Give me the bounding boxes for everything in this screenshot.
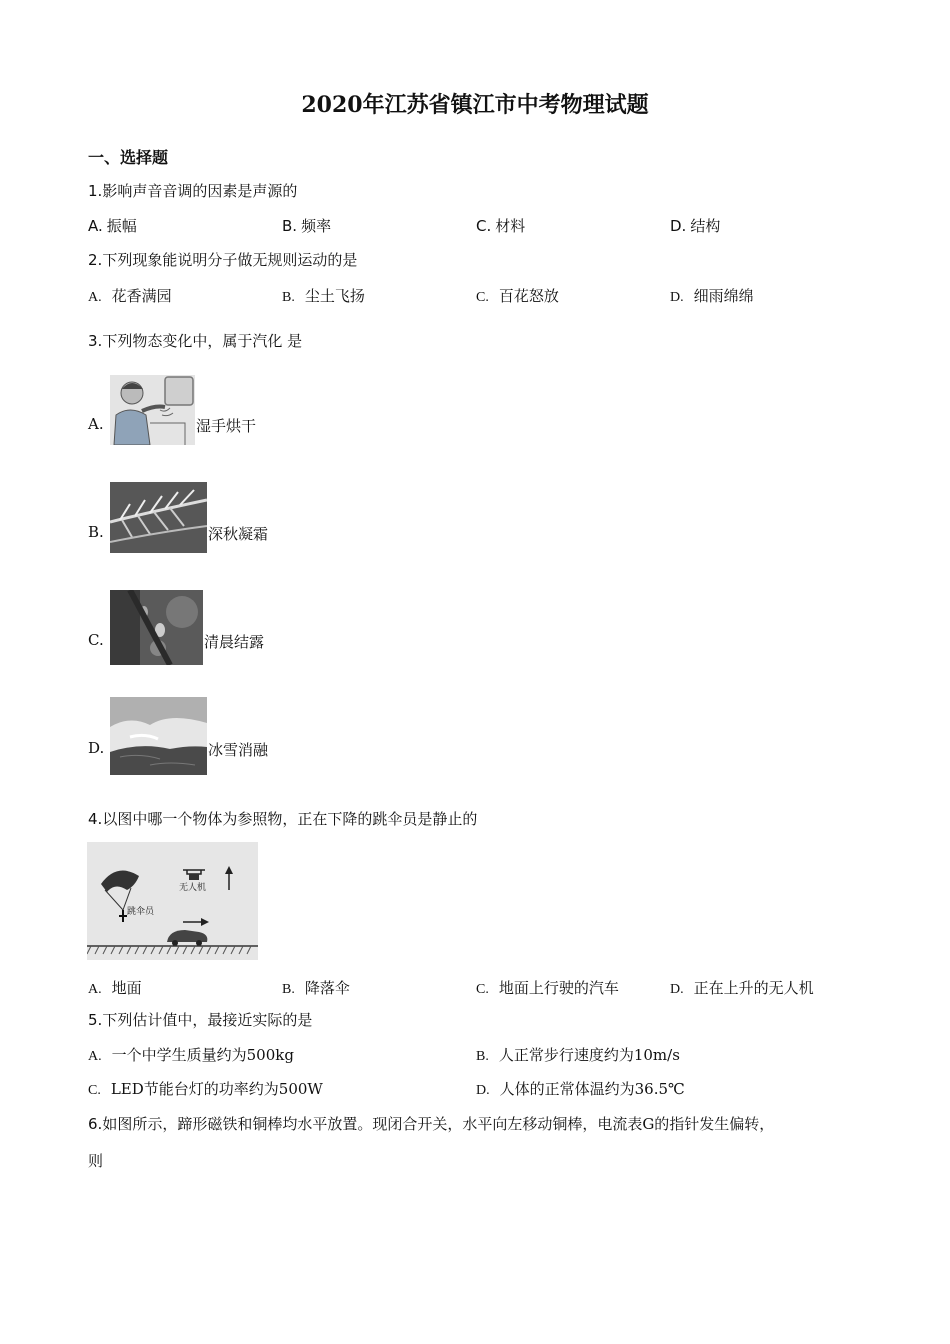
q2-option-b bbox=[282, 285, 365, 306]
page-title: 2020年江苏省镇江市中考物理试题 bbox=[301, 92, 649, 118]
option-label: C. bbox=[476, 982, 489, 997]
option-text: 人体的正常体温约为36.5℃ bbox=[499, 1080, 685, 1098]
q1-option-b bbox=[282, 215, 331, 236]
question-1 bbox=[88, 180, 297, 201]
q1-option-c bbox=[476, 215, 525, 236]
question-number: 5. bbox=[88, 1011, 103, 1029]
option-label: C. bbox=[88, 1083, 101, 1098]
q3-option-d-label: D. bbox=[88, 739, 105, 757]
melting-snow-photo bbox=[110, 697, 207, 775]
option-text: 一个中学生质量约为500kg bbox=[111, 1046, 294, 1064]
question-2 bbox=[88, 249, 357, 270]
option-label: A. bbox=[88, 982, 102, 997]
q3-option-d-text: 冰雪消融 bbox=[208, 741, 269, 759]
option-label: D. bbox=[670, 982, 684, 997]
parachutist-label: 跳伞员 bbox=[127, 907, 155, 917]
option-text: 人正常步行速度约为10m/s bbox=[498, 1046, 680, 1064]
q3-option-a-text: 湿手烘干 bbox=[196, 417, 257, 435]
option-label: D. bbox=[670, 217, 687, 235]
q5-option-b bbox=[476, 1044, 680, 1065]
option-text: 尘土飞扬 bbox=[304, 287, 365, 305]
option-text: 频率 bbox=[301, 217, 332, 235]
section-heading: 一、选择题 bbox=[88, 148, 169, 167]
option-label: A. bbox=[88, 217, 103, 235]
option-label: B. bbox=[282, 290, 295, 305]
option-label: B. bbox=[282, 982, 295, 997]
option-text: 百花怒放 bbox=[498, 287, 559, 305]
q1-option-d bbox=[670, 215, 720, 236]
q3-option-c-label: C. bbox=[88, 631, 104, 649]
question-6-continued: 则 bbox=[88, 1152, 104, 1170]
q3-option-b-label: B. bbox=[88, 523, 104, 541]
q5-option-c bbox=[88, 1078, 323, 1099]
q1-option-a bbox=[88, 215, 137, 236]
option-text: 降落伞 bbox=[304, 979, 350, 997]
question-5 bbox=[88, 1009, 312, 1030]
q2-option-c bbox=[476, 285, 559, 306]
q4-option-b bbox=[282, 977, 350, 998]
option-text: 地面上行驶的汽车 bbox=[498, 979, 619, 997]
q3-option-a-label: A. bbox=[88, 415, 104, 433]
question-text: 以图中哪一个物体为参照物，正在下降的跳伞员是静止的 bbox=[102, 810, 478, 828]
question-3 bbox=[88, 330, 302, 351]
question-text: 下列估计值中，最接近实际的是 bbox=[102, 1011, 313, 1029]
parachute-figure bbox=[87, 842, 258, 960]
option-text: 正在上升的无人机 bbox=[693, 979, 814, 997]
q5-option-d bbox=[476, 1078, 685, 1099]
q5-option-a bbox=[88, 1044, 294, 1065]
option-text: 地面 bbox=[111, 979, 142, 997]
option-label: B. bbox=[282, 217, 298, 235]
question-number: 4. bbox=[88, 810, 103, 828]
option-label: D. bbox=[476, 1083, 490, 1098]
option-label: A. bbox=[88, 1049, 102, 1064]
question-text: 下列现象能说明分子做无规则运动的是 bbox=[102, 251, 358, 269]
question-number: 1. bbox=[88, 182, 103, 200]
question-text: 影响声音音调的因素是声源的 bbox=[102, 182, 298, 200]
q4-option-d bbox=[670, 977, 814, 998]
hand-dryer-photo bbox=[110, 375, 195, 445]
option-text: 结构 bbox=[690, 217, 721, 235]
question-text: 下列物态变化中，属于汽化 是 bbox=[102, 332, 303, 350]
question-text: 如图所示，蹄形磁铁和铜棒均水平放置。现闭合开关，水平向左移动铜棒，电流表G的指针发生偏转， bbox=[102, 1115, 775, 1133]
option-text: 振幅 bbox=[106, 217, 137, 235]
q3-option-c-text: 清晨结露 bbox=[204, 633, 265, 651]
frost-photo bbox=[110, 482, 207, 553]
option-text: LED节能台灯的功率约为500W bbox=[110, 1080, 323, 1098]
option-text: 材料 bbox=[495, 217, 526, 235]
q2-option-a bbox=[88, 285, 172, 306]
q3-option-b-text: 深秋凝霜 bbox=[208, 525, 269, 543]
question-6 bbox=[88, 1113, 774, 1134]
dew-photo bbox=[110, 590, 203, 665]
q4-option-a bbox=[88, 977, 142, 998]
question-number: 6. bbox=[88, 1115, 103, 1133]
drone-label: 无人机 bbox=[179, 883, 207, 893]
option-label: A. bbox=[88, 290, 102, 305]
question-number: 2. bbox=[88, 251, 103, 269]
option-text: 花香满园 bbox=[111, 287, 172, 305]
question-number: 3. bbox=[88, 332, 103, 350]
option-text: 细雨绵绵 bbox=[693, 287, 754, 305]
q4-option-c bbox=[476, 977, 619, 998]
option-label: B. bbox=[476, 1049, 489, 1064]
question-4 bbox=[88, 808, 477, 829]
q2-option-d bbox=[670, 285, 754, 306]
option-label: C. bbox=[476, 290, 489, 305]
option-label: C. bbox=[476, 217, 492, 235]
option-label: D. bbox=[670, 290, 684, 305]
